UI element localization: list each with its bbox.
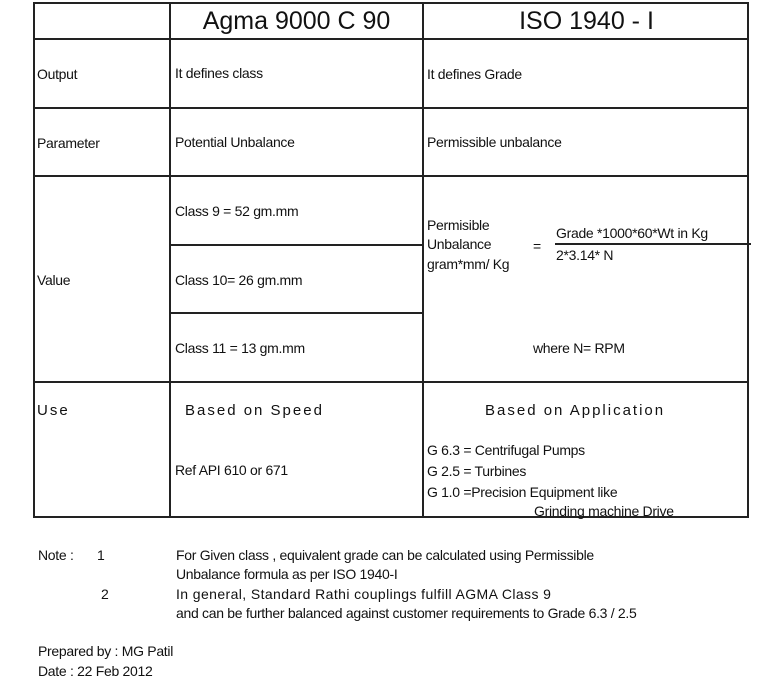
note-label: Note : <box>38 547 74 563</box>
use-iso-line: Grinding machine Drive <box>534 503 674 519</box>
formula-lhs-line: Permisible <box>427 217 490 233</box>
fraction-bar <box>555 243 751 245</box>
formula-lhs-line: Unbalance <box>427 236 492 252</box>
formula-numerator: Grade *1000*60*Wt in Kg <box>556 225 708 241</box>
formula-lhs-line: gram*mm/ Kg <box>427 256 510 272</box>
parameter-agma: Potential Unbalance <box>175 134 295 150</box>
use-iso-line: G 1.0 =Precision Equipment like <box>427 484 618 500</box>
table-divider <box>35 381 747 383</box>
header-iso: ISO 1940 - I <box>519 7 654 35</box>
use-agma-ref: Ref API 610 or 671 <box>175 462 288 478</box>
prepared-by: Prepared by : MG Patil <box>38 643 174 659</box>
note-number: 2 <box>101 586 109 602</box>
table-divider <box>35 38 747 40</box>
output-iso: It defines Grade <box>427 66 522 82</box>
document-date: Date : 22 Feb 2012 <box>38 663 153 679</box>
note-text: Unbalance formula as per ISO 1940-I <box>176 566 398 582</box>
comparison-table <box>33 2 749 518</box>
row-label-value: Value <box>37 272 71 288</box>
note-text: For Given class , equivalent grade can be calculated using Permissible <box>176 547 594 563</box>
value-class-11: Class 11 = 13 gm.mm <box>175 340 305 356</box>
use-iso-line: G 2.5 = Turbines <box>427 463 527 479</box>
formula-where: where N= RPM <box>533 340 625 356</box>
use-agma-heading: Based on Speed <box>185 402 324 419</box>
note-number: 1 <box>97 547 105 563</box>
use-iso-heading: Based on Application <box>485 402 666 419</box>
table-divider <box>35 107 747 109</box>
output-agma: It defines class <box>175 65 263 81</box>
header-agma: Agma 9000 C 90 <box>202 7 391 35</box>
use-iso-line: G 6.3 = Centrifugal Pumps <box>427 442 585 458</box>
table-divider <box>169 312 422 314</box>
row-label-output: Output <box>37 66 78 82</box>
formula-equals: = <box>533 238 541 254</box>
parameter-iso: Permissible unbalance <box>427 134 562 150</box>
value-class-9: Class 9 = 52 gm.mm <box>175 203 299 219</box>
note-text: and can be further balanced against customer requirements to Grade 6.3 / 2.5 <box>176 605 637 621</box>
note-text: In general, Standard Rathi couplings fulfill AGMA Class 9 <box>176 586 552 602</box>
value-class-10: Class 10= 26 gm.mm <box>175 272 303 288</box>
row-label-parameter: Parameter <box>37 135 100 151</box>
table-divider <box>35 175 747 177</box>
formula-denominator: 2*3.14* N <box>556 247 614 263</box>
table-divider <box>169 244 422 246</box>
table-divider <box>169 4 171 516</box>
table-divider <box>422 4 424 516</box>
row-label-use: Use <box>37 402 70 419</box>
